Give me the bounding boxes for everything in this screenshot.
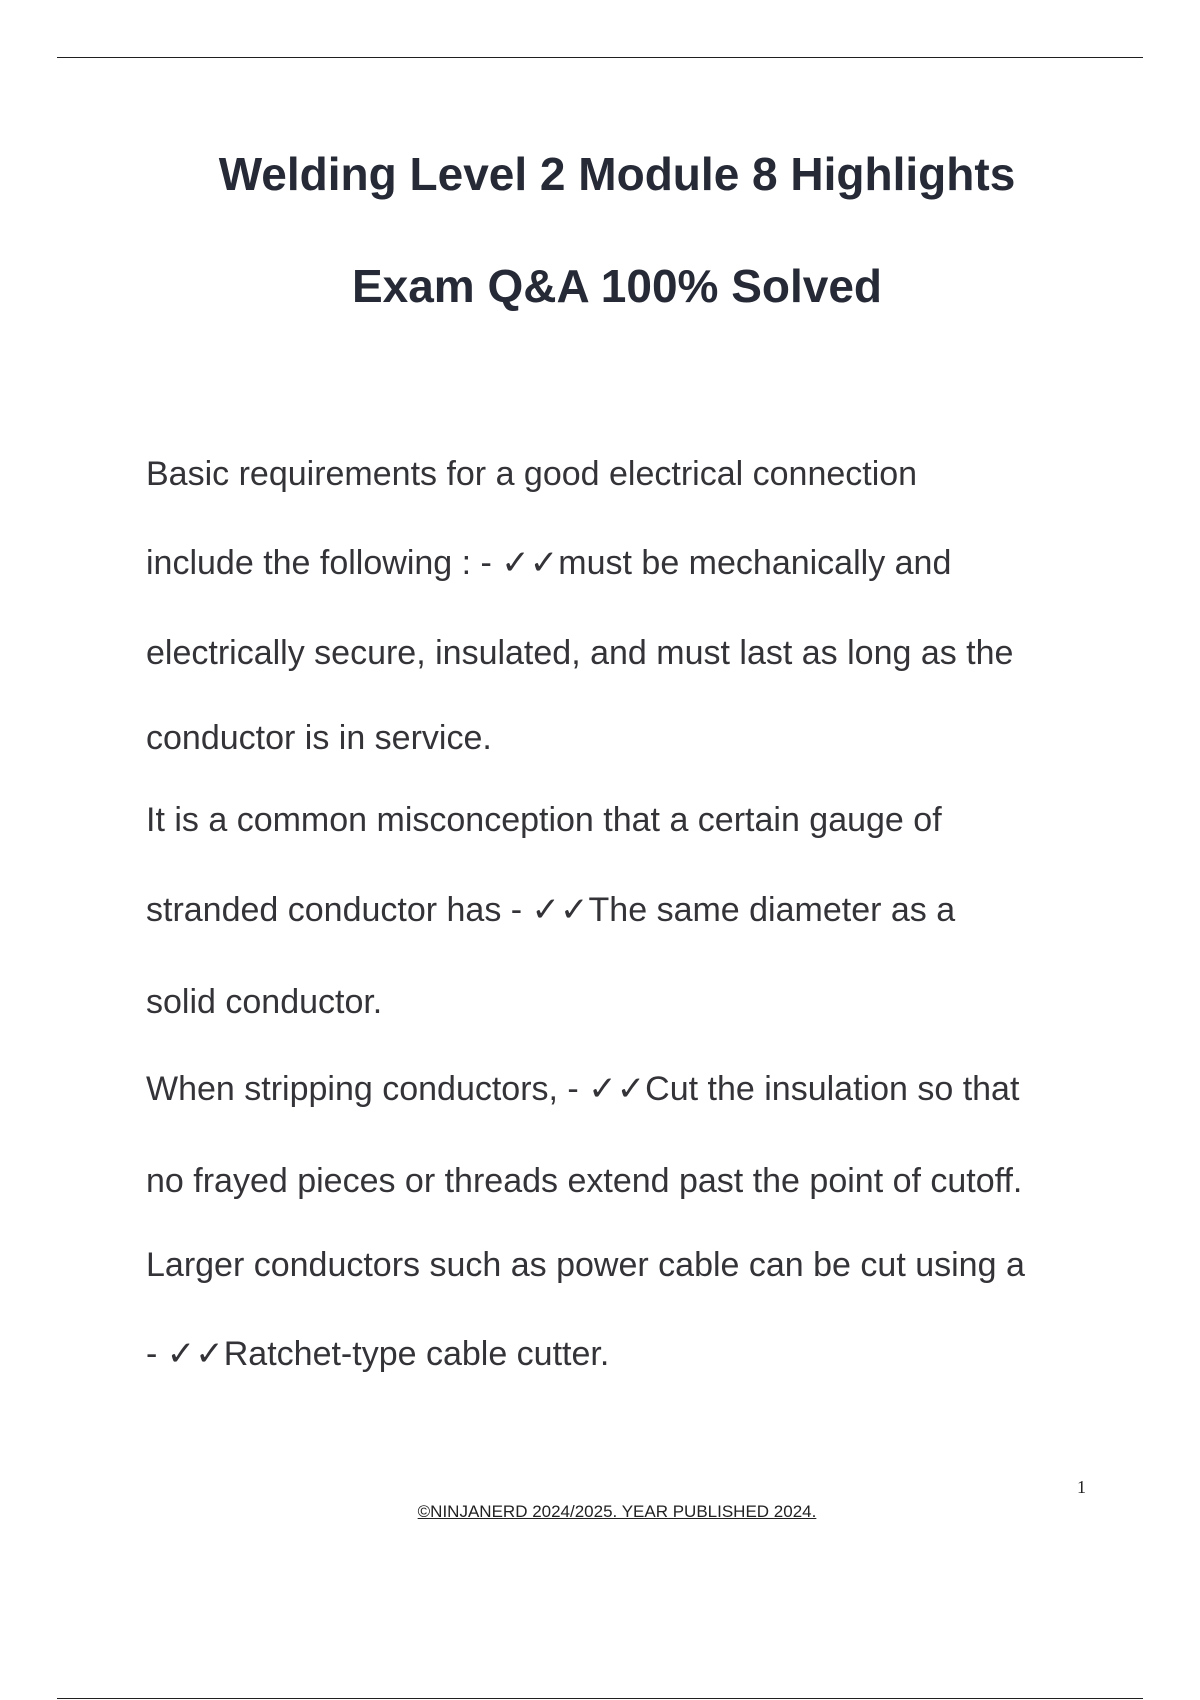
body-line: no frayed pieces or threads extend past the point of cutoff. [146,1162,1023,1200]
copyright-footer: ©NINJANERD 2024/2025. YEAR PUBLISHED 2024. [417,1502,817,1521]
body-line: - ✓✓Ratchet-type cable cutter. [146,1335,610,1373]
body-line: stranded conductor has - ✓✓The same diameter as a [146,891,956,929]
body-line: solid conductor. [146,983,383,1021]
bottom-rule [57,1698,1143,1699]
document-title-line-1: Welding Level 2 Module 8 Highlights [218,148,1016,200]
body-line: conductor is in service. [146,719,492,757]
body-line: Larger conductors such as power cable can be cut using a [146,1246,1025,1284]
page-number: 1 [1077,1477,1086,1497]
top-rule [57,57,1143,58]
body-line: Basic requirements for a good electrical connection [146,455,918,493]
body-line: It is a common misconception that a certain gauge of [146,801,942,839]
body-line: electrically secure, insulated, and must last as long as the [146,634,1014,672]
document-title-line-2: Exam Q&A 100% Solved [351,260,883,312]
body-line: When stripping conductors, - ✓✓Cut the insulation so that [146,1070,1020,1108]
body-line: include the following : - ✓✓must be mechanically and [146,544,952,582]
